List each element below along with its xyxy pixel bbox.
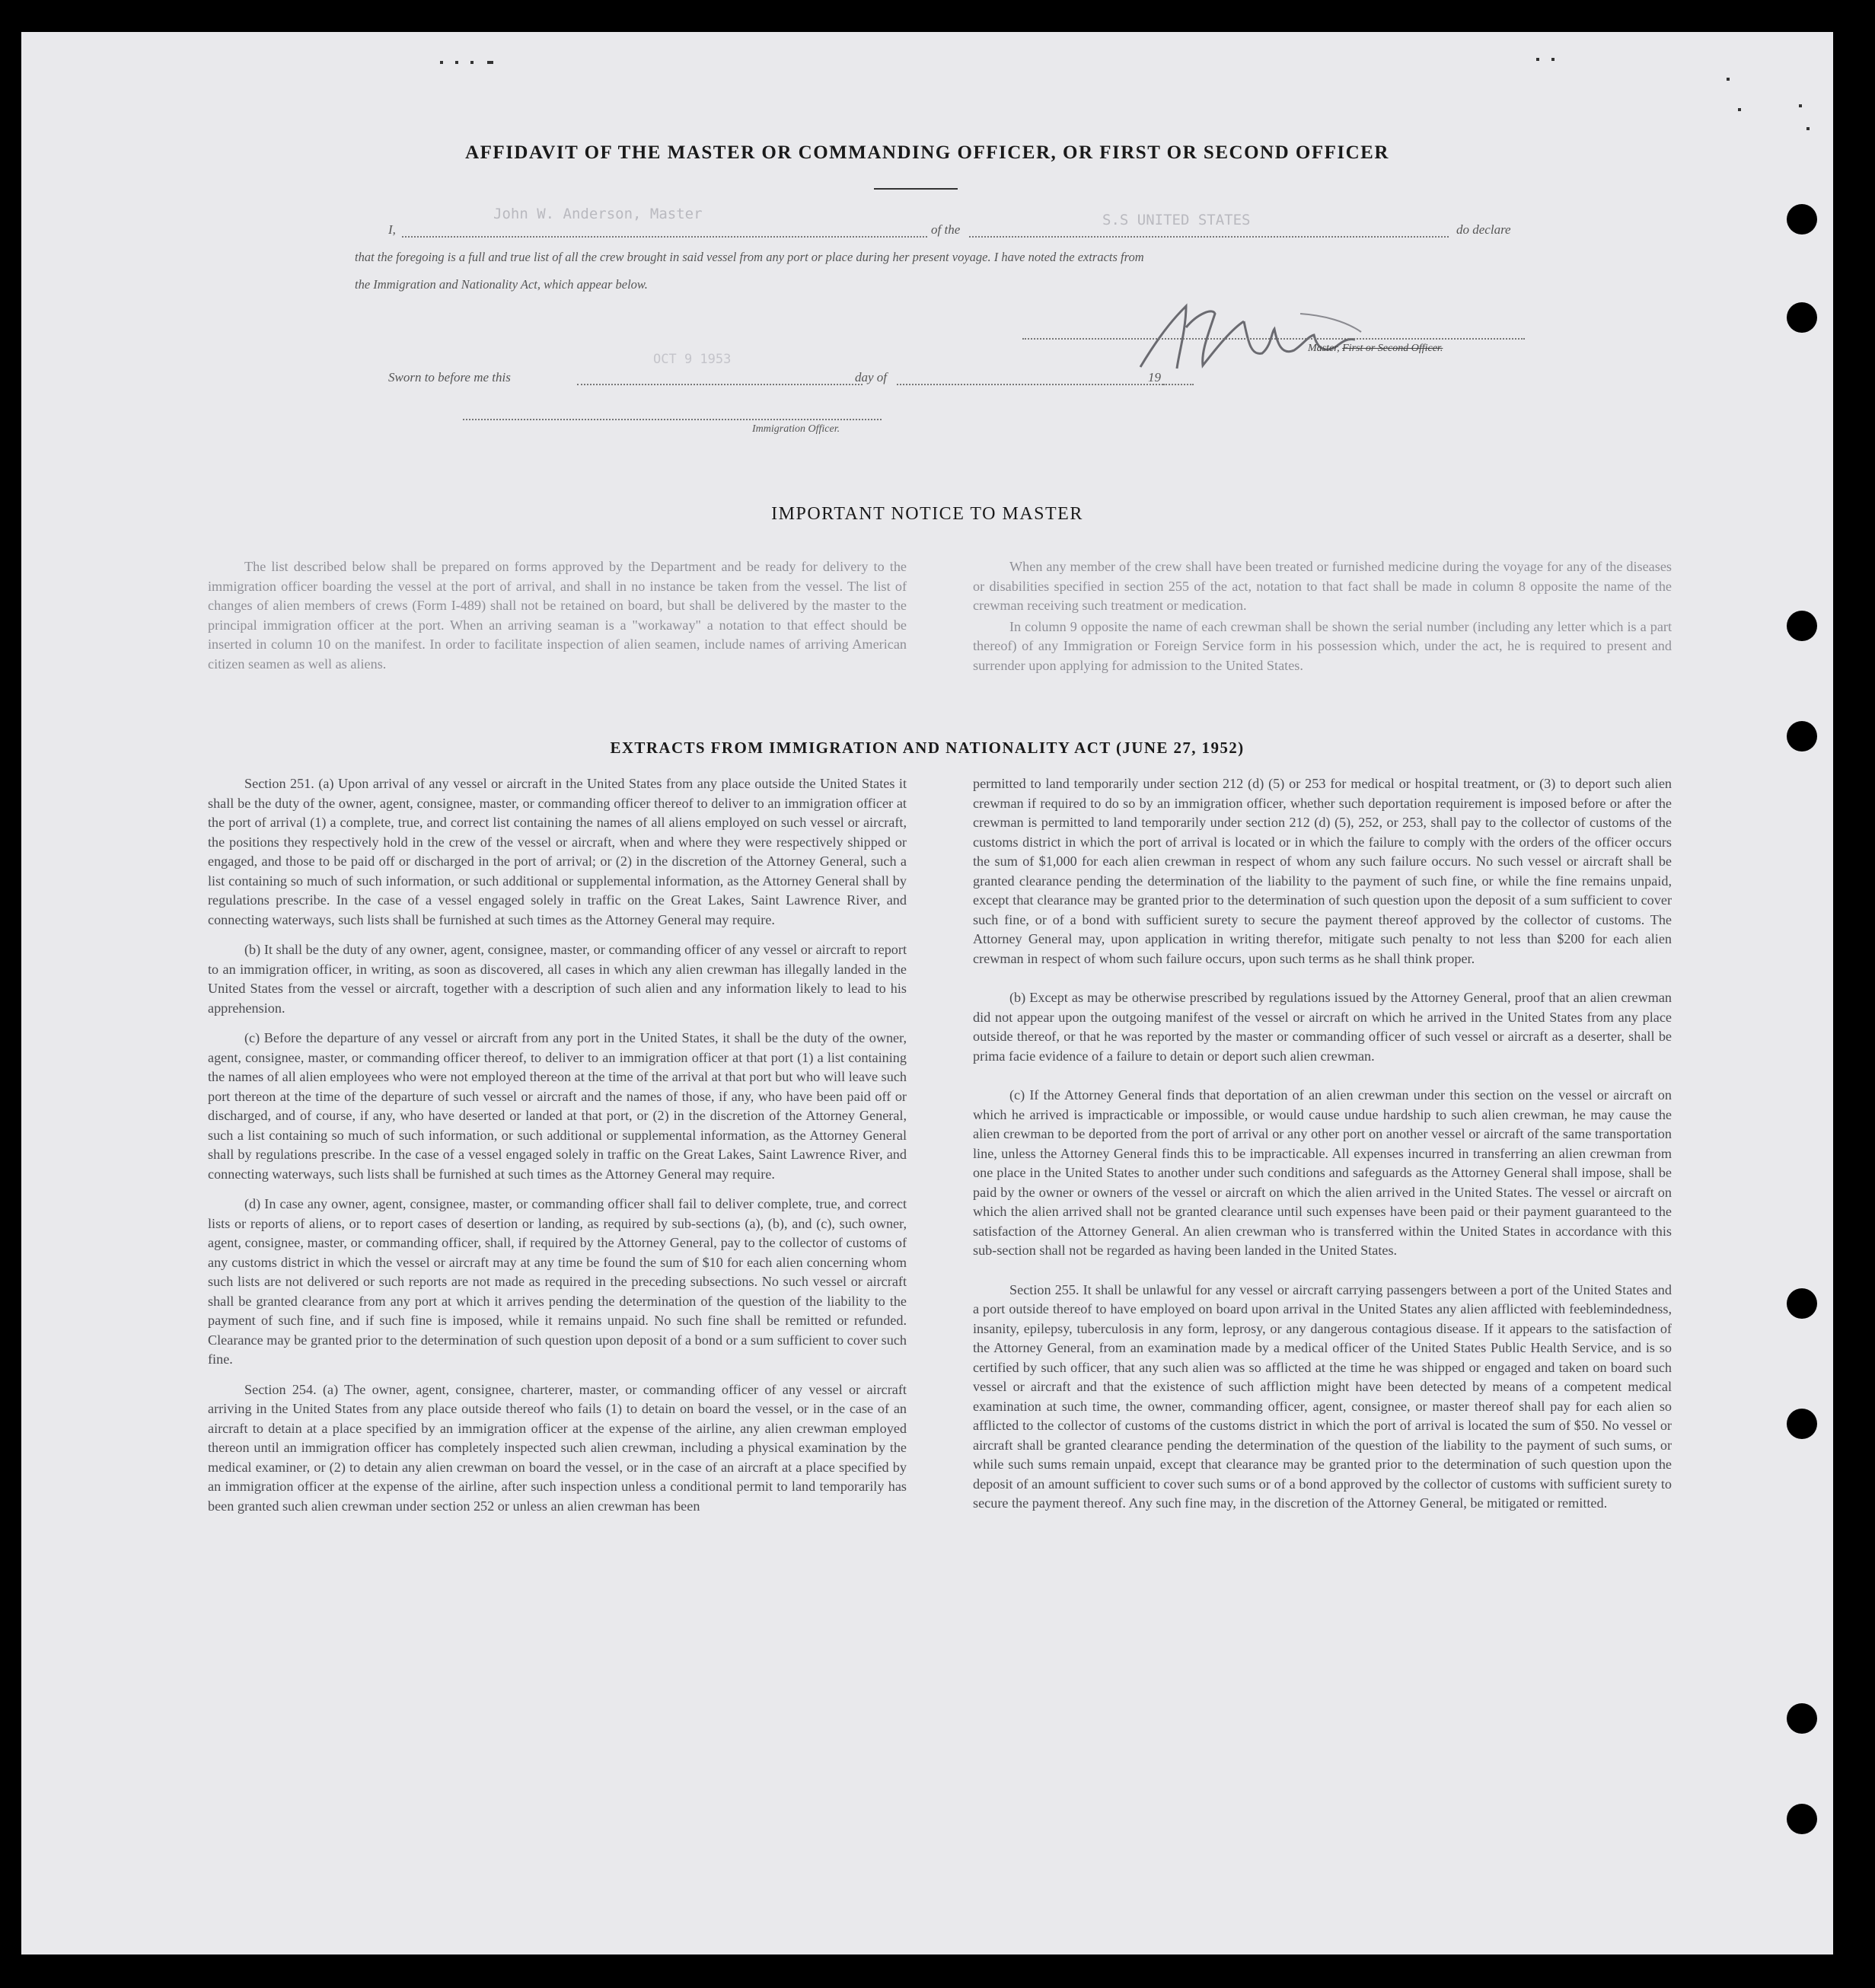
- binder-hole: [1787, 721, 1817, 751]
- sworn-date-stamp: OCT 9 1953: [653, 352, 732, 367]
- affidavit-title: AFFIDAVIT OF THE MASTER OR COMMANDING OFFICER, OR FIRST OR SECOND OFFICER: [465, 142, 1389, 163]
- section-254-b: (b) Except as may be otherwise prescribed by regulations issued by the Attorney General, proof that an alien crewman did not appear upon the outgoing manifest of the vessel or aircraft on which he arrived in the United States from any place outside thereof, or that he was reported by the master or commanding officer of such vessel or aircraft as a deserter, shall be prima facie evidence of a failure to detain or deport such alien crewman.: [973, 990, 1672, 1064]
- section-255: Section 255. It shall be unlawful for any vessel or aircraft carrying passengers between a port of the United States and a port outside thereof to have employed on board upon arrival in the United States any alien afflicted with feeblemindedness, insanity, epilepsy, tuberculosis in any form, leprosy, or any dangerous contagious disease. If it appears to the satisfaction of the Attorney General, from an examination made by a medical officer of the United States Public Health Service, and is so certified by such officer, that any such alien was so afflicted at the time he was shipped or engaged and taken on board such vessel or aircraft and that the existence of such affliction might have been detected by means of a competent medical examination at such time, the owner, commanding officer, agent, consignee, or master thereof shall pay for each alien so afflicted to the collector of customs of the customs district in which the port of arrival is located the sum of $50. No vessel or aircraft shall be granted clearance pending the determination of the question of the liability to the payment of such sums, or while such sums remain unpaid, except that clearance may be granted prior to the determination of such question upon the deposit of an amount sufficient to cover such sums or of a bond approved by the collector of customs with sufficient surety to secure the payment thereof. Any such fine may, in the discretion of the Attorney General, be mitigated or remitted.: [973, 1281, 1672, 1511]
- binder-hole: [1787, 302, 1817, 333]
- section-251-d: (d) In case any owner, agent, consignee, master, or commanding officer shall fail to deliver complete, true, and correct lists or reports of aliens, or to report cases of desertion or landing, as required by sub-sections (a), (b), and (c), such owner, agent, consignee, master, or commanding officer, shall, if required by the Attorney General, pay to the collector of customs of any customs district in which the vessel or aircraft may at any time be found the sum of $10 for each alien concerning whom such lists are not delivered or such reports are not made as required in the preceding subsections. No such vessel or aircraft shall be granted clearance from any port at which it arrives pending the determination of the question of the liability to the payment of such fine, and if such fine is imposed, while it remains unpaid. No such fine shall be remitted or refunded. Clearance may be granted prior to the determination of such question upon deposit of a bond or a sum sufficient to cover such fine.: [208, 1196, 907, 1367]
- speck: [1727, 78, 1730, 81]
- notice-left-column: [208, 557, 907, 684]
- label-do-declare: do declare: [1456, 222, 1511, 237]
- binder-hole: [1787, 204, 1817, 235]
- title-rule: [874, 188, 958, 190]
- speck: [440, 61, 443, 64]
- section-251-b: (b) It shall be the duty of any owner, agent, consignee, master, or commanding officer of any vessel or aircraft to report to an immigration officer, in writing, as soon as discovered, all cases in which any alien crewman has illegally landed in the United States from the vessel or aircraft, together with a description of such alien and any information likely to lead to his apprehension.: [208, 942, 907, 1016]
- section-251-c: (c) Before the departure of any vessel or aircraft from any port in the United States, it shall be the duty of the owner, agent, consignee, master, or commanding officer thereof, to deliver to an immigration officer at that port (1) a list containing the names of all alien employees who were not employed thereon at the time of the arrival at that port but who will leave such port thereon at the time of the departure of such vessel or aircraft and the names of those, if any, who have been paid off or discharged, and of course, if any, who have deserted or landed at that port, or (2) in the discretion of the Attorney General, such a list containing so much of such information, or such additional or supplemental information, as the Attorney General shall by regulations prescribe. In the case of a vessel engaged solely in traffic on the Great Lakes, Saint Lawrence River, and connecting waterways, such lists shall be furnished at such times as the Attorney General may require.: [208, 1030, 907, 1182]
- year-line: [1163, 384, 1194, 385]
- name-field-line: [402, 236, 927, 238]
- notice-left-paragraph: The list described below shall be prepared on forms approved by the Department and be ready for delivery to the immigration officer boarding the vessel at the port of arrival, and shall in no instance be taken from the vessel. The list of changes of alien members of crews (Form I-489) shall not be retained on board, but shall be delivered by the master to the principal immigration officer at the port. When an arriving seaman is a "workaway" a notation to that effect should be inserted in column 10 on the manifest. In order to facilitate inspection of alien seamen, include names of arriving American citizen seamen as well as aliens.: [208, 559, 907, 672]
- speck: [1806, 127, 1810, 130]
- section-254-a: Section 254. (a) The owner, agent, consignee, charterer, master, or commanding officer of any vessel or aircraft arriving in the United States from any place outside thereof who fails (1) to detain on board the vessel, or in the case of an aircraft to detain at a place specified by an immigration officer at the expense of the airline, any alien crewman employed thereon until an immigration officer has completely inspected such alien crewman, including a physical examination by the medical examiner, or (2) to detain any alien crewman on board the vessel, or in the case of an aircraft at a place specified by an immigration officer at the expense of the airline, after such inspection unless a conditional permit to land temporarily has been granted such alien crewman under section 252 or unless an alien crewman has been: [208, 1381, 907, 1514]
- section-254-a-continued: permitted to land temporarily under section 212 (d) (5) or 253 for medical or hospital treatment, or (3) to deport such alien crewman if required to do so by an immigration officer, whether such deportation requirement is imposed before or after the crewman is permitted to land temporarily under section 212 (d) (5), 252, or 253, shall pay to the collector of customs of the customs district in which the port of arrival is located or in which the failure to comply with the orders of the officer occurs the sum of $1,000 for each alien crewman in respect of whom any such failure occurs. No such vessel or aircraft shall be granted clearance pending the determination of the liability to the payment of such fine, or while the fine remains unpaid, except that clearance may be granted prior to the determination of such question upon the deposit of a sum sufficient to cover such fine, or of a bond with sufficient surety to secure the payment thereof approved by the collector of customs. The Attorney General may, upon application in writing therefor, mitigate such penalty to not less than $200 for each alien crewman in respect of whom such failure occurs, upon such terms as he shall think proper.: [973, 776, 1672, 966]
- immigration-officer-line: [463, 419, 882, 420]
- extracts-right-column: [973, 774, 1672, 1524]
- label-i: I,: [388, 222, 396, 237]
- caption-first-second-officer: First or Second Officer.: [1342, 343, 1443, 354]
- speck: [455, 61, 458, 64]
- notice-title: IMPORTANT NOTICE TO MASTER: [771, 504, 1083, 524]
- master-signature: [1072, 283, 1430, 382]
- caption-master: Master,: [1308, 343, 1340, 354]
- declaration-line-1: that the foregoing is a full and true list of all the crew brought in said vessel from any port or place during her present voyage. I have noted the extracts from: [355, 250, 1144, 264]
- speck: [487, 61, 493, 64]
- binder-hole: [1787, 1703, 1817, 1734]
- form-page: [21, 32, 1833, 1954]
- label-of-the: of the: [931, 222, 961, 237]
- speck: [1551, 58, 1555, 61]
- signature-caption: [1308, 343, 1443, 355]
- sworn-label: Sworn to before me this: [388, 370, 511, 385]
- notice-right-column: [973, 557, 1672, 686]
- notice-right-paragraph-2: In column 9 opposite the name of each crewman shall be shown the serial number (including any letter which is a part thereof) of any Immigration or Foreign Service form in his possession which, under the act, he is required to present and surrender upon applying for admission to the United States.: [973, 618, 1672, 673]
- speck: [470, 61, 474, 64]
- extracts-left-column: [208, 774, 907, 1527]
- year-prefix: 19: [1148, 370, 1161, 385]
- sworn-day-line: [577, 384, 863, 385]
- binder-hole: [1787, 1804, 1817, 1834]
- sworn-month-line: [897, 384, 1163, 385]
- master-name-handwritten: John W. Anderson, Master: [493, 206, 703, 222]
- speck: [1536, 58, 1539, 61]
- vessel-name-handwritten: S.S UNITED STATES: [1102, 212, 1251, 228]
- declaration-line-2: the Immigration and Nationality Act, which appear below.: [355, 277, 648, 292]
- extracts-title: EXTRACTS FROM IMMIGRATION AND NATIONALITY ACT (JUNE 27, 1952): [610, 739, 1245, 757]
- binder-hole: [1787, 611, 1817, 641]
- section-251-a: Section 251. (a) Upon arrival of any vessel or aircraft in the United States from any place outside the United States it shall be the duty of the owner, agent, consignee, master, or commanding officer thereof to deliver to an immigration officer at the port of arrival (1) a complete, true, and correct list containing the names of all aliens employed on such vessel or aircraft, the positions they respectively hold in the crew of the vessel or aircraft, when and where they were respectively shipped or engaged, and those to be paid off or discharged in the port of arrival; or (2) in the discretion of the Attorney General, such a list containing so much of such information, or such additional or supplemental information, as the Attorney General shall by regulations prescribe. In the case of a vessel engaged solely in traffic on the Great Lakes, Saint Lawrence River, and connecting waterways, such lists shall be furnished at such times as the Attorney General may require.: [208, 776, 907, 927]
- speck: [1799, 104, 1802, 107]
- notice-right-paragraph-1: When any member of the crew shall have been treated or furnished medicine during the voyage for any of the diseases or disabilities specified in section 255 of the act, notation to that fact shall be made in column 8 opposite the name of the crewman receiving such treatment or medication.: [973, 559, 1672, 613]
- binder-hole: [1787, 1288, 1817, 1319]
- section-254-c: (c) If the Attorney General finds that deportation of an alien crewman under this section on the vessel or aircraft on which he arrived is impracticable or impossible, or would cause undue hardship to such alien crewman, he may cause the alien crewman to be deported from the port of arrival or any other port on another vessel or aircraft of the same transportation line, unless the Attorney General finds this to be impracticable. All expenses incurred in transferring an alien crewman from one place in the United States to another under such conditions and safeguards as the Attorney General shall impose, shall be paid by the owner or owners of the vessel or aircraft on which the alien arrived in the United States. The vessel or aircraft on which the alien arrived shall not be granted clearance until such expenses have been paid or their payment guaranteed to the satisfaction of the Attorney General. An alien crewman who is transferred within the United States in accordance with this sub-section shall not be regarded as having been landed in the United States.: [973, 1087, 1672, 1258]
- immigration-officer-caption: Immigration Officer.: [752, 423, 840, 435]
- day-of-label: day of: [855, 370, 888, 385]
- signature-line: [1022, 338, 1525, 340]
- vessel-field-line: [969, 236, 1449, 238]
- speck: [1738, 108, 1741, 111]
- binder-hole: [1787, 1409, 1817, 1439]
